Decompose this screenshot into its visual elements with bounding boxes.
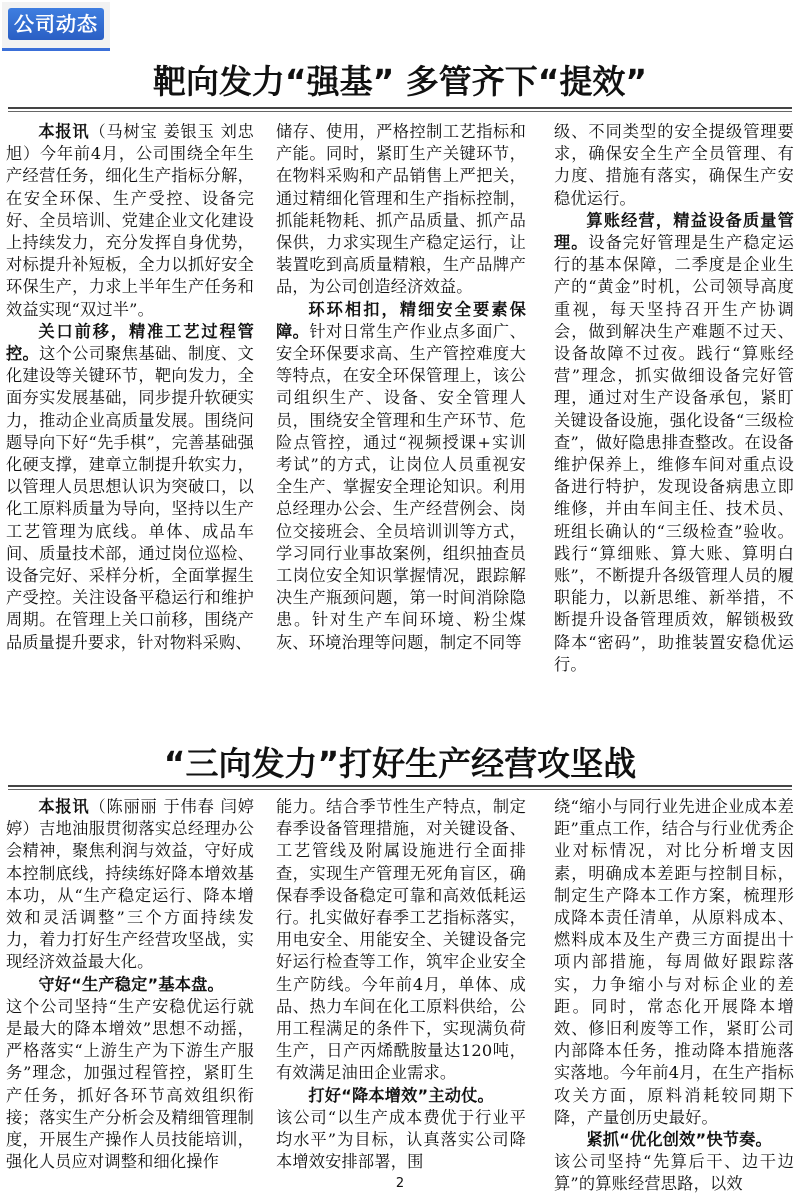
subheading: 环环相扣，精细安全要素保障。 bbox=[276, 299, 526, 341]
paragraph bbox=[276, 1085, 526, 1107]
subheading: 守好“生产稳定”基本盘。 bbox=[38, 974, 224, 994]
article1-column-2 bbox=[276, 121, 526, 731]
title-rule bbox=[8, 785, 792, 787]
lead-label: 本报讯 bbox=[38, 797, 90, 816]
title-rule bbox=[8, 789, 792, 790]
article2-column-1 bbox=[6, 796, 254, 1176]
paragraph bbox=[554, 1129, 794, 1151]
section-tag-label: 公司动态 bbox=[8, 8, 104, 40]
paragraph: 该公司“以生产成本费优于行业平均水平”为目标，认真落实公司降本增效安排部署，围 bbox=[276, 1107, 526, 1172]
subheading: 关口前移，精准工艺过程管控。 bbox=[6, 321, 254, 364]
page-number: 2 bbox=[395, 1176, 405, 1191]
article2-title: “三向发力”打好生产经营攻坚战 bbox=[163, 744, 637, 783]
paragraph: 储存、使用，严格控制工艺指标和产能。同时，紧盯生产关键环节，在物料采购和产品销售上严把关，通过精细化管理和生产指标控制，抓能耗物耗、抓产品质量、抓产品保供，力求实现生产稳定运行，让装置吃到高质量精粮，生产品牌产品，为公司创造经济效益。 bbox=[276, 122, 526, 297]
paragraph: 能力。结合季节性生产特点，制定春季设备管理措施，对关键设备、工艺管线及附属设施进行全面排查，实现生产管理无死角盲区，确保春季设备稳定可靠和高效低耗运行。扎实做好春季工艺指标落实，用电安全、用能安全、关键设备完好运行检查等工作，筑牢企业安全生产防线。今年前4月，单体、成品、热力车间在化工原料供给，公用工程满足的条件下，实现满负荷生产，日产丙烯酰胺量达120吨，有效满足油田企业需求。 bbox=[276, 797, 526, 1083]
title-rule bbox=[8, 111, 792, 112]
paragraph: 算账经营，精益设备质量管理。设备完好管理是生产稳定运行的基本保障，二季度是企业生产的“黄金”时机，公司领导高度重视，每天坚持召开生产协调会，做到解决生产难题不过天、设备故障不过夜。践行“算账经营”理念，抓实做细设备完好管理，通过对生产设备承包，紧盯关键设备设施，强化设备“三级检查”，做好隐患排查整改。在设备维护保养上，维修车间对重点设备进行特护，发现设备病患立即维修，并由车间主任、技术员、班组长确认的“三级检查”验收。践行“算细账、算大账、算明白账”，不断提升各级管理人员的履职能力，以新思维、新举措，不断提升设备管理质效，解锁极致降本“密码”，助推装置安稳优运行。 bbox=[554, 210, 794, 674]
article1-title: 靶向发力“强基” 多管齐下“提效” bbox=[152, 62, 648, 101]
paragraph bbox=[6, 974, 254, 996]
paragraph: 这个公司坚持“生产安稳优运行就是最大的降本增效”思想不动摇，严格落实“上游生产为下游生产服务”理念，加强过程管控，紧盯生产任务，抓好各环节高效组织衔接；落实生产分析会及精细管理制度，开展生产操作人员技能培训，强化人员应对调整和细化操作 bbox=[6, 996, 254, 1172]
subheading: 打好“降本增效”主动仗。 bbox=[308, 1085, 494, 1105]
title-rule bbox=[8, 107, 792, 109]
paragraph: 本报讯（马树宝 姜银玉 刘忠旭）今年前4月，公司围绕全年生产经营任务，细化生产指标分解，在安全环保、生产受控、设备完好、全员培训、党建企业文化建设上持续发力，充分发挥自身优势，对标提升补短板，全力以抓好安全环保生产，力求上半年生产任务和效益实现“双过半”。 bbox=[6, 122, 254, 319]
paragraph: 关口前移，精准工艺过程管控。这个公司聚焦基础、制度、文化建设等关键环节，靶向发力，全面夯实发展基础，同步提升软硬实力，推动企业高质量发展。围绕问题导向下好“先手棋”，完善基础强化硬支撑，建章立制提升软实力，以管理人员思想认识为突破口，以化工原料质量为导向，坚持以生产工艺管理为底线。单体、成品车间、质量技术部，通过岗位巡检、设备完好、采样分析，全面掌握生产受控。关注设备平稳运行和维护周期。在管理上关口前移，围绕产品质量提升要求，针对物料采购、 bbox=[6, 321, 254, 652]
subheading: 紧抓“优化创效”快节奏。 bbox=[586, 1130, 772, 1150]
subheading: 算账经营，精益设备质量管理。 bbox=[554, 210, 794, 253]
lead-label: 本报讯 bbox=[38, 122, 90, 141]
paragraph: 该公司坚持“先算后干、边干边算”的算账经营思路，以效 bbox=[554, 1152, 794, 1194]
article2-column-2 bbox=[276, 796, 526, 1176]
article1-column-3 bbox=[554, 121, 794, 731]
paragraph: 级、不同类型的安全提级管理要求，确保安全生产全员管理、有力度、措施有落实，确保生产安稳优运行。 bbox=[554, 122, 794, 208]
paragraph: 环环相扣，精细安全要素保障。针对日常生产作业点多面广、安全环保要求高、生产管控难度大等特点，在安全环保管理上，该公司组织生产、设备、安全管理人员，围绕安全管理和生产环节、危险点管控，通过“视频授课+实训考试”的方式，让岗位人员重视安全生产、掌握安全理论知识。利用总经理办公会、生产经营例会、岗位交接班会、全员培训训等方式，学习同行业事故案例，组织抽查员工岗位安全知识掌握情况，跟踪解决生产瓶颈问题，第一时间消除隐患。针对生产车间环境、粉尘煤灰、环境治理等问题，制定不同等 bbox=[276, 299, 526, 652]
paragraph: 绕“缩小与同行业先进企业成本差距”重点工作，结合与行业优秀企业对标情况，对比分析增支因素，明确成本差距与控制目标，制定生产降本工作方案，梳理形成降本责任清单，从原料成本、燃料成本及生产费三方面提出十项内部措施，每周做好跟踪落实，力争缩小与对标企业的差距。同时，常态化开展降本增效、修旧利废等工作，紧盯公司内部降本任务，推动降本措施落实落地。今年前4月，在生产指标攻关方面，原料消耗较同期下降，产量创历史最好。 bbox=[554, 797, 794, 1127]
article2-column-3 bbox=[554, 796, 794, 1194]
section-tag bbox=[2, 2, 110, 51]
article1-column-1 bbox=[6, 121, 254, 731]
paragraph: 本报讯（陈丽丽 于伟春 闫婷婷）吉地油服贯彻落实总经理办公会精神，聚焦利润与效益，守好成本控制底线，持续练好降本增效基本功，从“生产稳定运行、降本增效和灵活调整”三个方面持续发力，着力打好生产经营攻坚战，实现经济效益最大化。 bbox=[6, 797, 254, 972]
